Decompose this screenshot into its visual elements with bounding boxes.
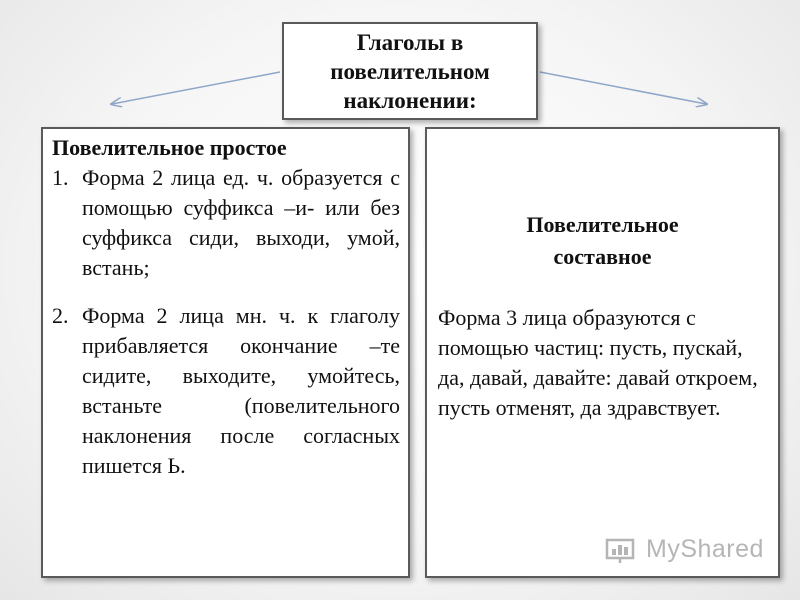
list-item-number: 2. [52, 303, 69, 328]
simple-imperative-heading: Повелительное простое [52, 135, 287, 160]
simple-imperative-box [41, 127, 410, 578]
list-item-text: Форма 2 лица мн. ч. к глаголу прибавляется окончание –те сидите, выходите, умойтесь, встаньте (повелительного наклонения после согласных пишется Ь. [82, 303, 400, 478]
arrow-right [540, 72, 706, 104]
arrow-left [112, 72, 280, 104]
myshared-logo-icon [604, 534, 640, 564]
simple-imperative-list [52, 163, 400, 481]
list-item-text: Форма 2 лица ед. ч. образуется с помощью суффикса –и- или без суффикса сиди, выходи, умой, встань; [82, 165, 400, 280]
compound-imperative-text: Форма 3 лица образуются с помощью частиц: пусть, пускай, да, давай, давайте: давай откроем, пусть отменят, да здравствует. [438, 305, 758, 420]
title-box [282, 22, 538, 120]
diagram-title: Глаголы в повелительном наклонении: [330, 29, 490, 113]
watermark-text: MyShared [646, 534, 764, 563]
list-item [52, 163, 400, 283]
watermark [604, 534, 764, 564]
list-item-number: 1. [52, 165, 69, 190]
list-item [52, 301, 400, 481]
compound-imperative-box [425, 127, 780, 578]
compound-imperative-heading: Повелительное составное [526, 212, 679, 269]
